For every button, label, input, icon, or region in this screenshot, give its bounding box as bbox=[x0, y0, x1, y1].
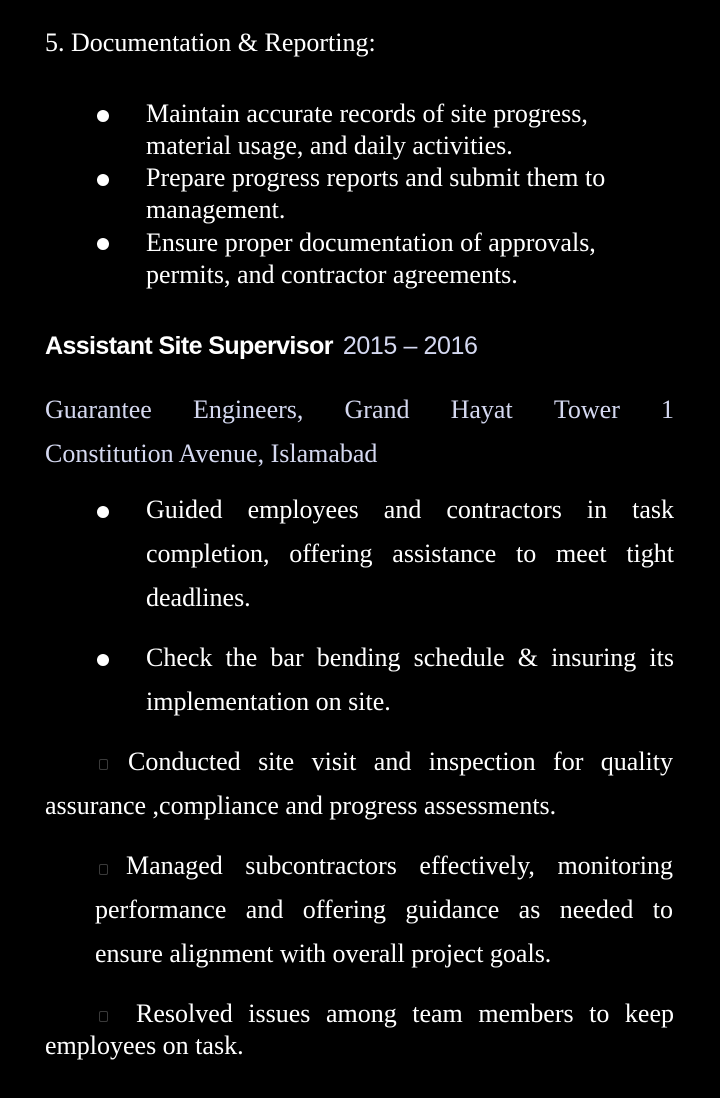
company-line: Constitution Avenue, Islamabad bbox=[45, 439, 378, 468]
text-line: permits, and contractor agreements. bbox=[146, 260, 518, 289]
list-item-text bbox=[136, 998, 674, 1030]
text-line: Guided employees and contractors in task bbox=[146, 495, 674, 524]
text-line: Resolved issues among team members to keep bbox=[136, 999, 674, 1028]
section-heading: 5. Documentation & Reporting: bbox=[45, 28, 376, 57]
list-item-text bbox=[146, 227, 686, 291]
company-word: Engineers, bbox=[192, 395, 304, 424]
text-line: implementation on site. bbox=[146, 687, 391, 716]
text-line: Conducted site visit and inspection for quality bbox=[128, 747, 673, 776]
bullet-icon bbox=[97, 506, 109, 518]
company-word: 1 bbox=[660, 395, 674, 424]
company-word: Tower bbox=[553, 395, 620, 424]
list-item-text bbox=[126, 844, 673, 888]
text-line: Prepare progress reports and submit them to bbox=[146, 163, 606, 192]
list-item-text bbox=[146, 636, 674, 724]
list-item-text bbox=[146, 162, 686, 226]
job-title-line bbox=[45, 330, 478, 362]
text-line: deadlines. bbox=[146, 583, 251, 612]
company-word: Hayat bbox=[450, 395, 513, 424]
bullet-icon bbox=[97, 654, 109, 666]
company-line bbox=[45, 388, 674, 432]
text-line: Check the bar bending schedule & insuring its bbox=[146, 643, 674, 672]
list-item-text bbox=[128, 740, 673, 784]
checkbox-icon bbox=[99, 759, 108, 770]
text-line: Ensure proper documentation of approvals, bbox=[146, 228, 596, 257]
list-item-text bbox=[146, 98, 686, 162]
checkbox-icon bbox=[99, 1011, 108, 1022]
text-line: assurance ,compliance and progress assessments. bbox=[45, 791, 557, 820]
text-line: employees on task. bbox=[45, 1031, 244, 1060]
checkbox-icon bbox=[99, 864, 108, 875]
text-line: management. bbox=[146, 195, 286, 224]
list-item-text bbox=[146, 488, 674, 620]
company-location bbox=[45, 388, 674, 476]
text-line: Maintain accurate records of site progress, bbox=[146, 99, 588, 128]
text-line: completion, offering assistance to meet tight bbox=[146, 539, 674, 568]
bullet-icon bbox=[97, 238, 109, 250]
bullet-icon bbox=[97, 110, 109, 122]
bullet-icon bbox=[97, 174, 109, 186]
list-item-text bbox=[95, 888, 673, 976]
text-line: Managed subcontractors effectively, monitoring bbox=[126, 851, 673, 880]
text-line: performance and offering guidance as needed to bbox=[95, 895, 673, 924]
text-line: material usage, and daily activities. bbox=[146, 131, 513, 160]
company-word: Grand bbox=[344, 395, 410, 424]
job-years: 2015 – 2016 bbox=[342, 332, 478, 360]
company-word: Guarantee bbox=[45, 395, 152, 424]
text-line: ensure alignment with overall project goals. bbox=[95, 939, 552, 968]
job-title: Assistant Site Supervisor bbox=[45, 332, 333, 360]
